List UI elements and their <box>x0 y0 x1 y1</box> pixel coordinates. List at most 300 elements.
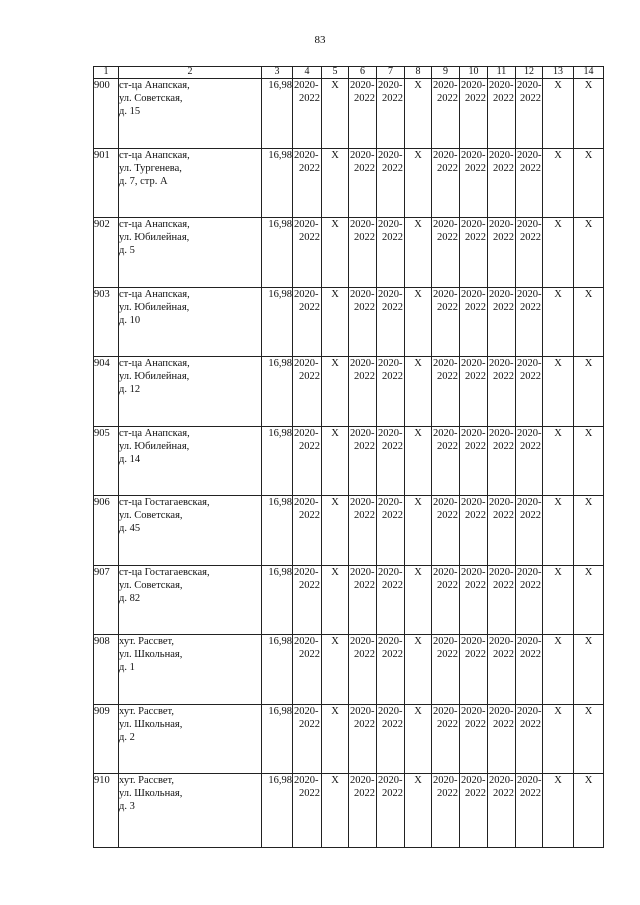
period-start: 2020- <box>461 636 486 647</box>
period-cell <box>460 357 488 427</box>
address-line: ст-ца Анапская, <box>119 219 190 230</box>
period-start: 2020- <box>489 775 514 786</box>
period-start: 2020- <box>517 497 542 508</box>
x-mark-cell: Х <box>574 774 604 848</box>
address-cell <box>119 218 262 288</box>
period-start: 2020- <box>461 149 486 161</box>
period-end: 2022 <box>465 718 486 730</box>
period-start: 2020- <box>489 427 514 439</box>
address-line: ст-ца Анапская, <box>119 288 190 300</box>
period-cell <box>432 426 460 496</box>
period-end: 2022 <box>493 162 514 174</box>
period-start: 2020- <box>489 705 514 717</box>
period-cell <box>516 565 543 635</box>
column-header: 9 <box>432 67 460 79</box>
column-header: 2 <box>119 67 262 79</box>
header-row <box>94 67 604 79</box>
period-start: 2020- <box>378 288 403 300</box>
period-end: 2022 <box>493 232 514 243</box>
period-cell <box>460 79 488 149</box>
period-end: 2022 <box>465 301 486 313</box>
period-cell <box>377 357 405 427</box>
period-end: 2022 <box>437 718 458 730</box>
period-start: 2020- <box>461 219 486 230</box>
address-line: ул. Юбилейная, <box>119 440 190 452</box>
period-start: 2020- <box>517 149 542 161</box>
address-cell <box>119 565 262 635</box>
period-cell <box>488 496 516 566</box>
period-cell <box>293 704 322 774</box>
row-number: 906 <box>94 496 119 566</box>
period-start: 2020- <box>350 636 375 647</box>
column-header: 1 <box>94 67 119 79</box>
x-mark-cell: Х <box>574 357 604 427</box>
x-mark-cell: Х <box>405 704 432 774</box>
period-cell <box>488 287 516 357</box>
period-cell <box>377 635 405 705</box>
period-end: 2022 <box>520 579 541 591</box>
period-start: 2020- <box>517 705 542 717</box>
period-end: 2022 <box>354 301 375 313</box>
address-cell <box>119 774 262 848</box>
period-cell <box>293 496 322 566</box>
table-body <box>94 79 604 848</box>
period-start: 2020- <box>489 566 514 578</box>
period-cell <box>349 357 377 427</box>
x-mark-cell: Х <box>405 635 432 705</box>
period-cell <box>460 287 488 357</box>
column-header: 10 <box>460 67 488 79</box>
period-start: 2020- <box>517 427 542 439</box>
period-start: 2020- <box>433 497 458 508</box>
period-cell <box>460 148 488 218</box>
period-cell <box>488 148 516 218</box>
period-cell <box>349 565 377 635</box>
period-cell <box>293 287 322 357</box>
period-start: 2020- <box>294 705 319 717</box>
period-end: 2022 <box>354 579 375 591</box>
period-end: 2022 <box>354 718 375 730</box>
period-cell <box>432 79 460 149</box>
period-end: 2022 <box>382 788 403 799</box>
x-mark-cell: Х <box>574 79 604 149</box>
period-cell <box>516 79 543 149</box>
period-end: 2022 <box>465 440 486 452</box>
period-end: 2022 <box>382 579 403 591</box>
x-mark-cell: Х <box>405 774 432 848</box>
period-end: 2022 <box>382 718 403 730</box>
period-cell <box>349 218 377 288</box>
address-line: хут. Рассвет, <box>119 775 174 786</box>
x-mark-cell: Х <box>543 565 574 635</box>
x-mark-cell: Х <box>543 148 574 218</box>
x-mark-cell: Х <box>405 218 432 288</box>
period-start: 2020- <box>350 566 375 578</box>
x-mark-cell: Х <box>405 79 432 149</box>
period-cell <box>349 774 377 848</box>
period-end: 2022 <box>493 788 514 799</box>
period-end: 2022 <box>520 788 541 799</box>
column-header: 11 <box>488 67 516 79</box>
rate-cell: 16,98 <box>262 426 293 496</box>
period-cell <box>460 496 488 566</box>
x-mark-cell: Х <box>405 565 432 635</box>
period-end: 2022 <box>493 301 514 313</box>
table-row <box>94 287 604 357</box>
period-start: 2020- <box>433 775 458 786</box>
table-row <box>94 426 604 496</box>
period-end: 2022 <box>520 371 541 382</box>
x-mark-cell: Х <box>322 496 349 566</box>
period-end: 2022 <box>382 649 403 660</box>
period-start: 2020- <box>350 497 375 508</box>
period-start: 2020- <box>378 497 403 508</box>
period-start: 2020- <box>433 705 458 717</box>
row-number: 901 <box>94 148 119 218</box>
period-start: 2020- <box>461 497 486 508</box>
x-mark-cell: Х <box>322 79 349 149</box>
column-header: 4 <box>293 67 322 79</box>
address-line: д. 1 <box>119 662 135 673</box>
period-start: 2020- <box>294 358 319 369</box>
address-line: ул. Юбилейная, <box>119 371 190 382</box>
period-cell <box>377 704 405 774</box>
column-header: 12 <box>516 67 543 79</box>
period-cell <box>432 148 460 218</box>
rate-cell: 16,98 <box>262 79 293 149</box>
address-line: ул. Советская, <box>119 510 183 521</box>
rate-cell: 16,98 <box>262 704 293 774</box>
period-start: 2020- <box>294 288 319 300</box>
x-mark-cell: Х <box>543 218 574 288</box>
period-start: 2020- <box>461 80 486 91</box>
period-cell <box>460 774 488 848</box>
x-mark-cell: Х <box>322 565 349 635</box>
rate-cell: 16,98 <box>262 287 293 357</box>
x-mark-cell: Х <box>405 287 432 357</box>
period-start: 2020- <box>350 705 375 717</box>
period-start: 2020- <box>517 80 542 91</box>
period-cell <box>349 79 377 149</box>
address-line: д. 5 <box>119 245 135 256</box>
period-end: 2022 <box>382 93 403 104</box>
x-mark-cell: Х <box>574 704 604 774</box>
period-cell <box>293 357 322 427</box>
period-end: 2022 <box>299 440 320 452</box>
period-cell <box>488 426 516 496</box>
period-end: 2022 <box>382 162 403 174</box>
period-end: 2022 <box>437 162 458 174</box>
x-mark-cell: Х <box>322 357 349 427</box>
period-cell <box>516 635 543 705</box>
period-end: 2022 <box>437 579 458 591</box>
period-start: 2020- <box>378 566 403 578</box>
x-mark-cell: Х <box>322 704 349 774</box>
address-line: ул. Школьная, <box>119 649 183 660</box>
period-cell <box>293 79 322 149</box>
period-end: 2022 <box>299 93 320 104</box>
period-end: 2022 <box>382 440 403 452</box>
rate-cell: 16,98 <box>262 357 293 427</box>
page-number: 83 <box>314 34 326 46</box>
period-start: 2020- <box>489 80 514 91</box>
address-line: ул. Тургенева, <box>119 162 182 174</box>
period-start: 2020- <box>489 149 514 161</box>
period-cell <box>432 218 460 288</box>
x-mark-cell: Х <box>405 357 432 427</box>
period-start: 2020- <box>378 80 403 91</box>
period-end: 2022 <box>493 371 514 382</box>
period-start: 2020- <box>517 219 542 230</box>
x-mark-cell: Х <box>543 426 574 496</box>
period-end: 2022 <box>437 440 458 452</box>
period-cell <box>516 426 543 496</box>
address-line: ул. Советская, <box>119 579 183 591</box>
table-row <box>94 357 604 427</box>
period-end: 2022 <box>299 301 320 313</box>
period-cell <box>377 79 405 149</box>
period-start: 2020- <box>517 358 542 369</box>
address-line: д. 7, стр. А <box>119 175 168 187</box>
x-mark-cell: Х <box>574 218 604 288</box>
period-cell <box>349 148 377 218</box>
period-end: 2022 <box>437 510 458 521</box>
period-end: 2022 <box>493 718 514 730</box>
period-cell <box>377 565 405 635</box>
period-end: 2022 <box>520 232 541 243</box>
x-mark-cell: Х <box>322 287 349 357</box>
period-start: 2020- <box>461 427 486 439</box>
table-row <box>94 148 604 218</box>
period-start: 2020- <box>489 288 514 300</box>
address-line: д. 15 <box>119 106 141 117</box>
period-start: 2020- <box>489 358 514 369</box>
period-end: 2022 <box>437 649 458 660</box>
address-cell <box>119 79 262 149</box>
period-cell <box>432 704 460 774</box>
x-mark-cell: Х <box>405 148 432 218</box>
period-end: 2022 <box>354 162 375 174</box>
rate-cell: 16,98 <box>262 774 293 848</box>
period-start: 2020- <box>350 288 375 300</box>
period-end: 2022 <box>437 232 458 243</box>
table-row <box>94 79 604 149</box>
period-end: 2022 <box>299 788 320 799</box>
period-cell <box>293 426 322 496</box>
period-end: 2022 <box>520 718 541 730</box>
x-mark-cell: Х <box>543 287 574 357</box>
address-cell <box>119 426 262 496</box>
address-line: хут. Рассвет, <box>119 705 174 717</box>
x-mark-cell: Х <box>322 426 349 496</box>
period-cell <box>460 565 488 635</box>
period-end: 2022 <box>437 301 458 313</box>
address-cell <box>119 357 262 427</box>
period-end: 2022 <box>520 510 541 521</box>
address-line: ст-ца Анапская, <box>119 149 190 161</box>
period-cell <box>377 148 405 218</box>
period-start: 2020- <box>461 566 486 578</box>
period-start: 2020- <box>433 149 458 161</box>
period-cell <box>432 357 460 427</box>
address-line: д. 3 <box>119 801 135 812</box>
period-end: 2022 <box>382 371 403 382</box>
address-line: д. 14 <box>119 453 141 465</box>
x-mark-cell: Х <box>322 635 349 705</box>
period-cell <box>377 218 405 288</box>
period-end: 2022 <box>493 440 514 452</box>
period-cell <box>349 704 377 774</box>
period-start: 2020- <box>350 775 375 786</box>
period-cell <box>432 287 460 357</box>
period-cell <box>349 635 377 705</box>
period-start: 2020- <box>350 80 375 91</box>
period-end: 2022 <box>437 371 458 382</box>
period-start: 2020- <box>350 427 375 439</box>
x-mark-cell: Х <box>405 426 432 496</box>
period-start: 2020- <box>378 358 403 369</box>
period-cell <box>516 704 543 774</box>
period-end: 2022 <box>299 649 320 660</box>
period-start: 2020- <box>350 219 375 230</box>
address-line: ст-ца Анапская, <box>119 80 190 91</box>
period-end: 2022 <box>382 510 403 521</box>
period-end: 2022 <box>354 440 375 452</box>
period-end: 2022 <box>299 162 320 174</box>
period-start: 2020- <box>294 427 319 439</box>
x-mark-cell: Х <box>322 218 349 288</box>
period-start: 2020- <box>294 775 319 786</box>
table-row <box>94 774 604 848</box>
rate-cell: 16,98 <box>262 496 293 566</box>
address-cell <box>119 287 262 357</box>
period-cell <box>293 565 322 635</box>
address-line: д. 10 <box>119 314 141 326</box>
address-line: ул. Школьная, <box>119 788 183 799</box>
row-number: 909 <box>94 704 119 774</box>
address-line: ул. Советская, <box>119 93 183 104</box>
period-cell <box>349 496 377 566</box>
period-start: 2020- <box>461 775 486 786</box>
period-start: 2020- <box>517 288 542 300</box>
x-mark-cell: Х <box>543 774 574 848</box>
period-cell <box>516 357 543 427</box>
period-start: 2020- <box>350 149 375 161</box>
row-number: 904 <box>94 357 119 427</box>
x-mark-cell: Х <box>574 287 604 357</box>
x-mark-cell: Х <box>543 79 574 149</box>
period-start: 2020- <box>294 149 319 161</box>
period-start: 2020- <box>517 636 542 647</box>
row-number: 900 <box>94 79 119 149</box>
row-number: 903 <box>94 287 119 357</box>
address-cell <box>119 496 262 566</box>
column-header: 14 <box>574 67 604 79</box>
period-start: 2020- <box>433 80 458 91</box>
address-line: ул. Юбилейная, <box>119 232 190 243</box>
period-cell <box>377 496 405 566</box>
period-start: 2020- <box>489 219 514 230</box>
column-header: 7 <box>377 67 405 79</box>
period-end: 2022 <box>354 788 375 799</box>
row-number: 910 <box>94 774 119 848</box>
address-line: хут. Рассвет, <box>119 636 174 647</box>
x-mark-cell: Х <box>322 774 349 848</box>
rate-cell: 16,98 <box>262 148 293 218</box>
period-cell <box>460 426 488 496</box>
column-header: 5 <box>322 67 349 79</box>
period-end: 2022 <box>465 788 486 799</box>
period-end: 2022 <box>465 93 486 104</box>
table-row <box>94 704 604 774</box>
address-line: ул. Школьная, <box>119 718 183 730</box>
period-start: 2020- <box>461 705 486 717</box>
period-cell <box>516 218 543 288</box>
period-cell <box>293 635 322 705</box>
period-start: 2020- <box>378 427 403 439</box>
x-mark-cell: Х <box>574 496 604 566</box>
period-cell <box>488 565 516 635</box>
period-cell <box>488 79 516 149</box>
rate-cell: 16,98 <box>262 218 293 288</box>
period-cell <box>460 218 488 288</box>
period-cell <box>432 496 460 566</box>
column-header: 13 <box>543 67 574 79</box>
x-mark-cell: Х <box>405 496 432 566</box>
period-end: 2022 <box>493 93 514 104</box>
period-cell <box>377 426 405 496</box>
period-cell <box>516 774 543 848</box>
x-mark-cell: Х <box>543 635 574 705</box>
row-number: 907 <box>94 565 119 635</box>
period-end: 2022 <box>493 510 514 521</box>
period-end: 2022 <box>437 788 458 799</box>
period-cell <box>488 218 516 288</box>
period-start: 2020- <box>294 80 319 91</box>
period-cell <box>488 357 516 427</box>
table-row <box>94 496 604 566</box>
period-start: 2020- <box>294 497 319 508</box>
period-start: 2020- <box>433 566 458 578</box>
period-start: 2020- <box>433 288 458 300</box>
period-cell <box>432 565 460 635</box>
period-cell <box>349 287 377 357</box>
column-header: 3 <box>262 67 293 79</box>
period-start: 2020- <box>378 636 403 647</box>
period-end: 2022 <box>299 579 320 591</box>
period-start: 2020- <box>350 358 375 369</box>
period-end: 2022 <box>465 162 486 174</box>
period-start: 2020- <box>433 358 458 369</box>
address-line: ст-ца Анапская, <box>119 427 190 439</box>
period-cell <box>460 704 488 774</box>
period-end: 2022 <box>520 440 541 452</box>
address-line: д. 12 <box>119 384 141 395</box>
period-end: 2022 <box>354 649 375 660</box>
period-start: 2020- <box>378 149 403 161</box>
address-cell <box>119 635 262 705</box>
period-cell <box>516 287 543 357</box>
period-end: 2022 <box>465 232 486 243</box>
period-end: 2022 <box>354 93 375 104</box>
period-cell <box>516 496 543 566</box>
period-end: 2022 <box>465 371 486 382</box>
period-start: 2020- <box>433 427 458 439</box>
period-cell <box>488 704 516 774</box>
row-number: 908 <box>94 635 119 705</box>
period-end: 2022 <box>299 371 320 382</box>
period-start: 2020- <box>294 566 319 578</box>
